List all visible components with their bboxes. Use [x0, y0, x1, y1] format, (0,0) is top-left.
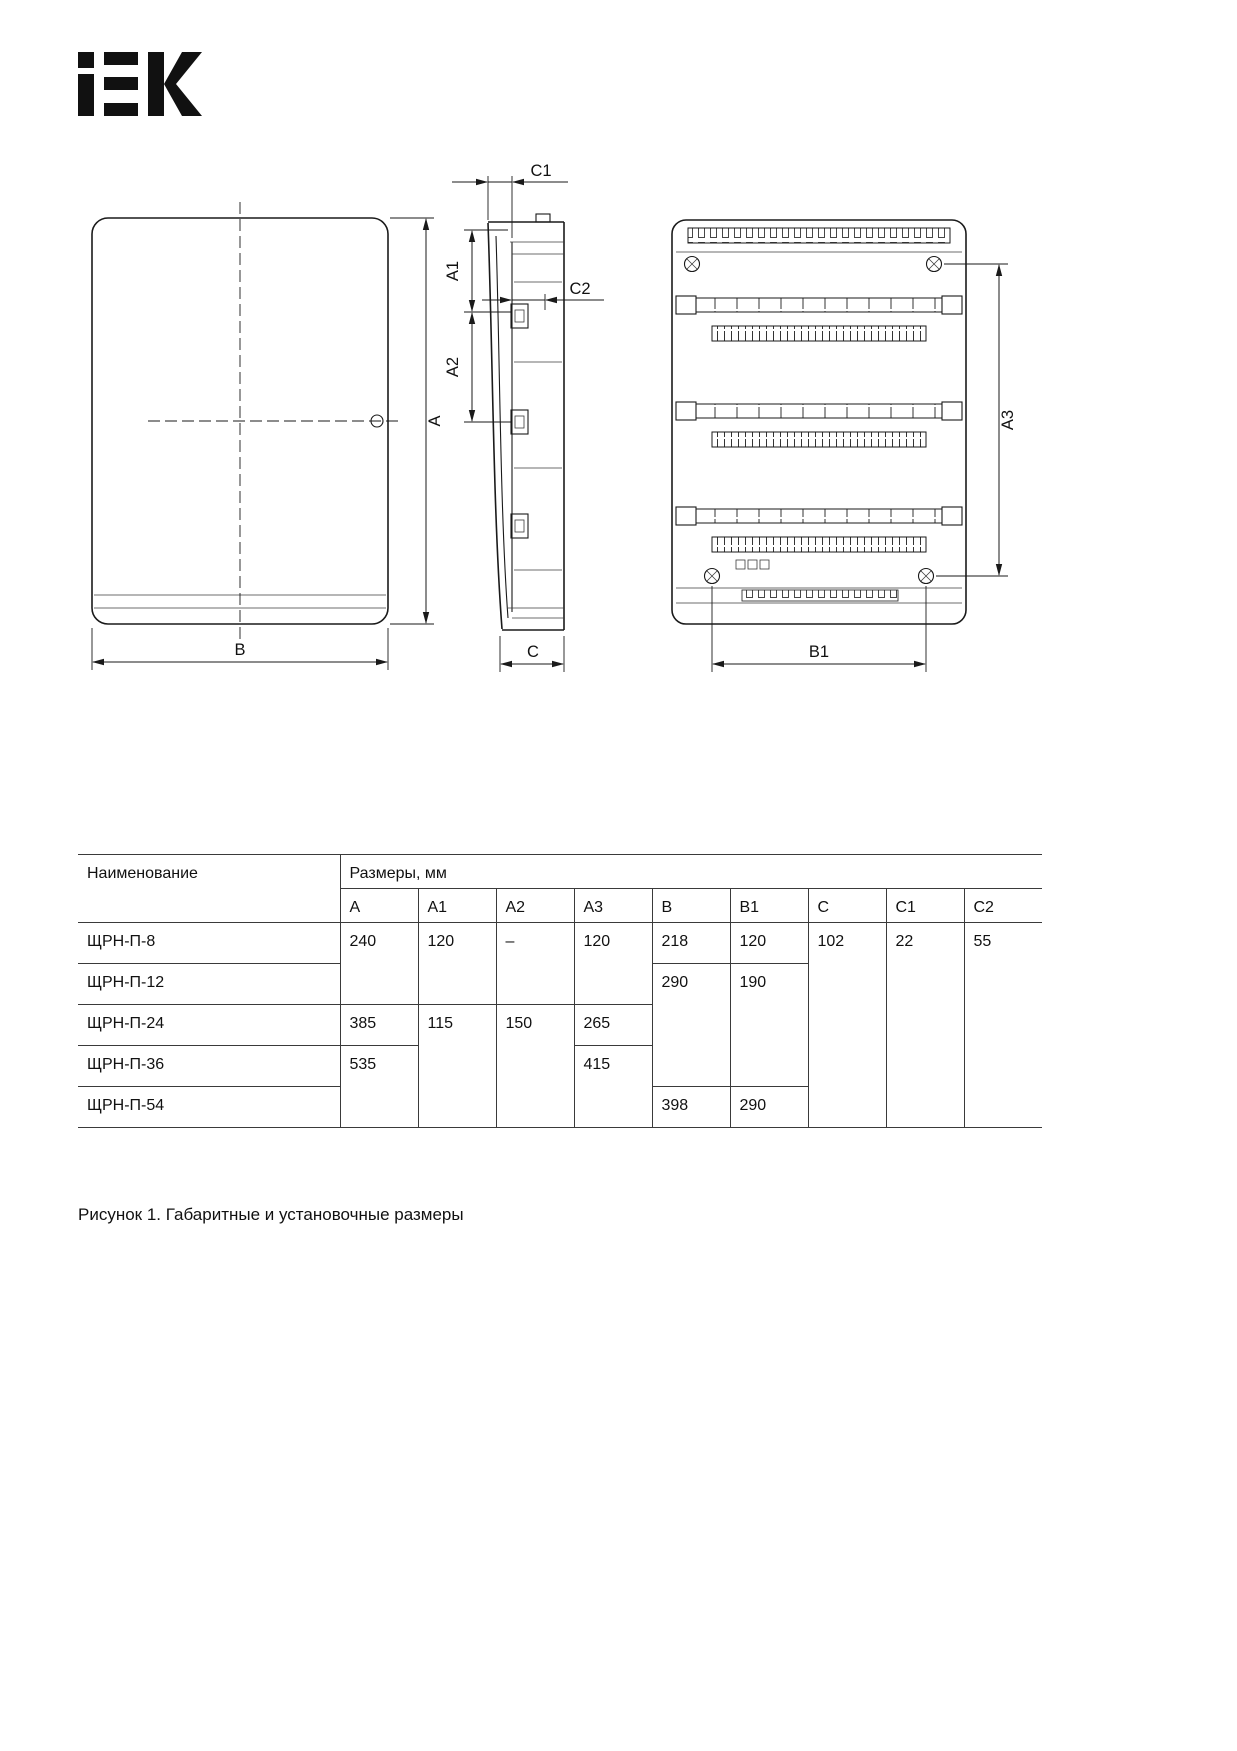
cell-c1: 22 — [886, 923, 964, 1128]
iek-logo-graphic — [78, 52, 208, 116]
mounting-screw-bottom-right — [919, 569, 934, 584]
cell-a2: – — [496, 923, 574, 1005]
din-rail — [696, 509, 942, 523]
rail-bracket-right — [942, 507, 962, 525]
logo-k-stem — [148, 52, 164, 116]
mounting-screw-top-left — [685, 257, 700, 272]
din-clip-1 — [511, 304, 528, 328]
header-col-b: B — [652, 889, 730, 923]
dim-label-a2: A2 — [444, 356, 462, 378]
terminal-comb — [712, 432, 926, 447]
cell-a1: 120 — [418, 923, 496, 1005]
cell-c: 102 — [808, 923, 886, 1128]
header-col-c2: C2 — [964, 889, 1042, 923]
din-rail — [696, 298, 942, 312]
dimensions-table — [78, 854, 1042, 1128]
marking-box-2 — [748, 560, 757, 569]
din-rail-row-1 — [676, 296, 962, 341]
marking-box-1 — [736, 560, 745, 569]
mounting-screw-top-right — [927, 257, 942, 272]
cell-a2: 150 — [496, 1005, 574, 1128]
dimensions-table-wrap — [78, 854, 1042, 1128]
dim-label-c1: C1 — [530, 162, 552, 180]
rail-bracket-right — [942, 402, 962, 420]
header-col-a2: A2 — [496, 889, 574, 923]
rail-bracket-left — [676, 507, 696, 525]
cell-c2: 55 — [964, 923, 1042, 1128]
dimension-drawing-svg — [0, 150, 1237, 720]
terminal-comb — [712, 537, 926, 552]
side-top-latch — [536, 214, 550, 222]
marking-box-3 — [760, 560, 769, 569]
dim-label-c2: C2 — [569, 280, 591, 298]
header-col-c: C — [808, 889, 886, 923]
header-col-b1: B1 — [730, 889, 808, 923]
cell-b1: 190 — [730, 964, 808, 1087]
header-name: Наименование — [78, 855, 340, 923]
logo-e-bar-bottom — [104, 103, 138, 116]
cell-b: 290 — [652, 964, 730, 1087]
logo-i-dot — [78, 52, 94, 68]
cell-b: 218 — [652, 923, 730, 964]
din-rail-row-2 — [676, 402, 962, 447]
figure-caption: Рисунок 1. Габаритные и установочные размеры — [78, 1205, 464, 1224]
dimension-drawing — [0, 150, 1237, 720]
back-view — [672, 220, 1017, 672]
dim-label-b: B — [234, 641, 246, 659]
cell-name: ЩРН-П-24 — [78, 1005, 340, 1046]
enclosure-back-outline — [672, 220, 966, 624]
dim-label-b1: B1 — [808, 643, 830, 661]
cell-name: ЩРН-П-54 — [78, 1087, 340, 1128]
front-view — [92, 202, 444, 670]
cell-a1: 115 — [418, 1005, 496, 1128]
logo-e-bar-top — [104, 52, 138, 65]
din-rail-row-3 — [676, 507, 962, 552]
mounting-screw-bottom-left — [705, 569, 720, 584]
cell-name: ЩРН-П-36 — [78, 1046, 340, 1087]
header-col-a: A — [340, 889, 418, 923]
top-vent-slots — [688, 228, 950, 243]
rail-bracket-left — [676, 402, 696, 420]
dim-label-c: C — [527, 643, 539, 661]
side-view — [444, 162, 604, 672]
cell-a: 385 — [340, 1005, 418, 1046]
din-clip-2 — [511, 410, 528, 434]
cell-a3: 415 — [574, 1046, 652, 1128]
header-col-a1: A1 — [418, 889, 496, 923]
logo-k-lower-arm — [164, 84, 202, 116]
dim-label-a: A — [426, 415, 444, 427]
din-rail — [696, 404, 942, 418]
rail-bracket-left — [676, 296, 696, 314]
logo-k-upper-arm — [164, 52, 202, 84]
header-sizes: Размеры, мм — [340, 855, 1042, 889]
table-row — [78, 923, 1042, 964]
cell-b: 398 — [652, 1087, 730, 1128]
header-col-a3: A3 — [574, 889, 652, 923]
bottom-vent-slots — [742, 590, 898, 601]
cell-name: ЩРН-П-8 — [78, 923, 340, 964]
dim-label-a3: A3 — [999, 409, 1017, 431]
iek-logo — [78, 52, 208, 116]
cell-a3: 265 — [574, 1005, 652, 1046]
cell-b1: 290 — [730, 1087, 808, 1128]
terminal-comb — [712, 326, 926, 341]
header-col-c1: C1 — [886, 889, 964, 923]
cell-name: ЩРН-П-12 — [78, 964, 340, 1005]
cell-a: 535 — [340, 1046, 418, 1128]
cell-b1: 120 — [730, 923, 808, 964]
cell-a: 240 — [340, 923, 418, 1005]
cell-a3: 120 — [574, 923, 652, 1005]
din-clip-3 — [511, 514, 528, 538]
logo-i-stem — [78, 74, 94, 116]
logo-e-bar-mid — [104, 77, 138, 90]
rail-bracket-right — [942, 296, 962, 314]
dim-label-a1: A1 — [444, 260, 462, 282]
